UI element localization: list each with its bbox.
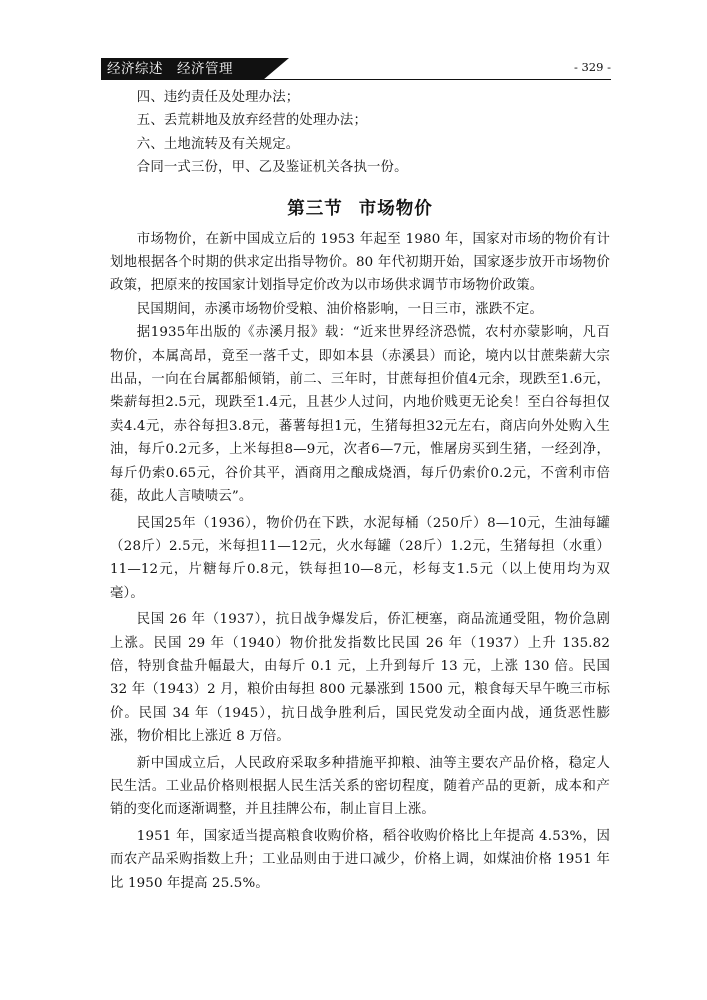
- header-wedge: [263, 58, 289, 80]
- list-item: 六、土地流转及有关规定。: [136, 136, 300, 152]
- paragraph: 民国期间，赤溪市场物价受粮、油价格影响，一日三市，涨跌不定。: [136, 301, 544, 317]
- list-item: 五、丢荒耕地及放弃经营的处理办法；: [136, 113, 367, 129]
- paragraph: 据1935年出版的《赤溪月报》载：“近来世界经济恐慌，农村亦蒙影响，凡百物价，本属高昂，竟至一落千丈，即如本县（赤溪县）而论，境内以甘蔗柴薪大宗出品，一向在台属都船倾销，前二、三年时，甘蔗每担价值4元余，现跌至1.6元，柴薪每担2.5元，现跌至1.4元，且甚少人过问，内地价贱更无论矣！至白谷每担仅卖4.4元，赤谷每担3.8元，蕃薯每担1元，生猪每担32元左右，商店向外处购入生油，每斤0.2元多，上米每担8—9元，次者6—7元，惟屠房买到生猪，一经刭净，每斤仍索0.65元，谷价其平，酒商用之酿成烧酒，每斤仍索价0.2元，不啻利市倍蓰，故此人言啧啧云”。: [110, 325, 610, 505]
- paragraph: 新中国成立后，人民政府采取多种措施平抑粮、油等主要农产品价格，稳定人民生活。工业品价格则根据人民生活关系的密切程度，随着产品的更新，成本和产销的变化而逐渐调整，并且挂牌公布，制止盲目上涨。: [110, 755, 610, 818]
- paragraph: 1951 年，国家适当提高粮食收购价格，稻谷收购价格比上年提高 4.53%，因而农产品采购指数上升；工业品则由于进口减少，价格上调，如煤油价格 1951 年比 1950 年提高 25.5%。: [110, 828, 610, 891]
- paragraph: 市场物价，在新中国成立后的 1953 年起至 1980 年，国家对市场的物价有计划地根据各个时期的供求定出指导物价。80 年代初期开始，国家逐步放开市场物价政策，把原来的按国家计划指导定价改为以市场供求调节市场物价政策。: [110, 231, 610, 294]
- list-item: 四、违约责任及处理办法；: [136, 90, 300, 105]
- paragraph: 民国 26 年（1937），抗日战争爆发后，侨汇梗塞，商品流通受阻，物价急剧上涨。民国 29 年（1940）物价批发指数比民国 26 年（1937）上升 135.82 倍，特别食盐升幅最大，由每斤 0.1 元，上升到每斤 13 元，上涨 130 倍。民国 32 年（1943）2 月，粮价由每担 800 元暴涨到 1500 元，粮食每天早午晚三市标价。民国 34 年（1945），抗日战争胜利后，国民党发动全面内战，通货恶性膨涨，物价相比上涨近 8 万倍。: [110, 612, 610, 745]
- running-header: [101, 58, 611, 80]
- page-body: [110, 86, 610, 895]
- section-heading: [110, 196, 610, 222]
- header-rule: [263, 79, 611, 81]
- page-number: - 329 -: [573, 60, 611, 74]
- header-section-label: 经济综述 经济管理: [101, 58, 263, 80]
- section-title: 市场物价: [358, 198, 433, 219]
- section-number: 第三节: [287, 198, 343, 219]
- list-item: 合同一式三份，甲、乙及鉴证机关各执一份。: [136, 160, 408, 176]
- paragraph: 民国25年（1936），物价仍在下跌，水泥每桶（250斤）8—10元，生油每罐（28斤）2.5元，米每担11—12元，火水每罐（28斤）1.2元，生猪每担（水重）11—12元，片糖每斤0.8元，铁每担10—8元，杉每支1.5元（以上使用均为双毫）。: [110, 515, 610, 601]
